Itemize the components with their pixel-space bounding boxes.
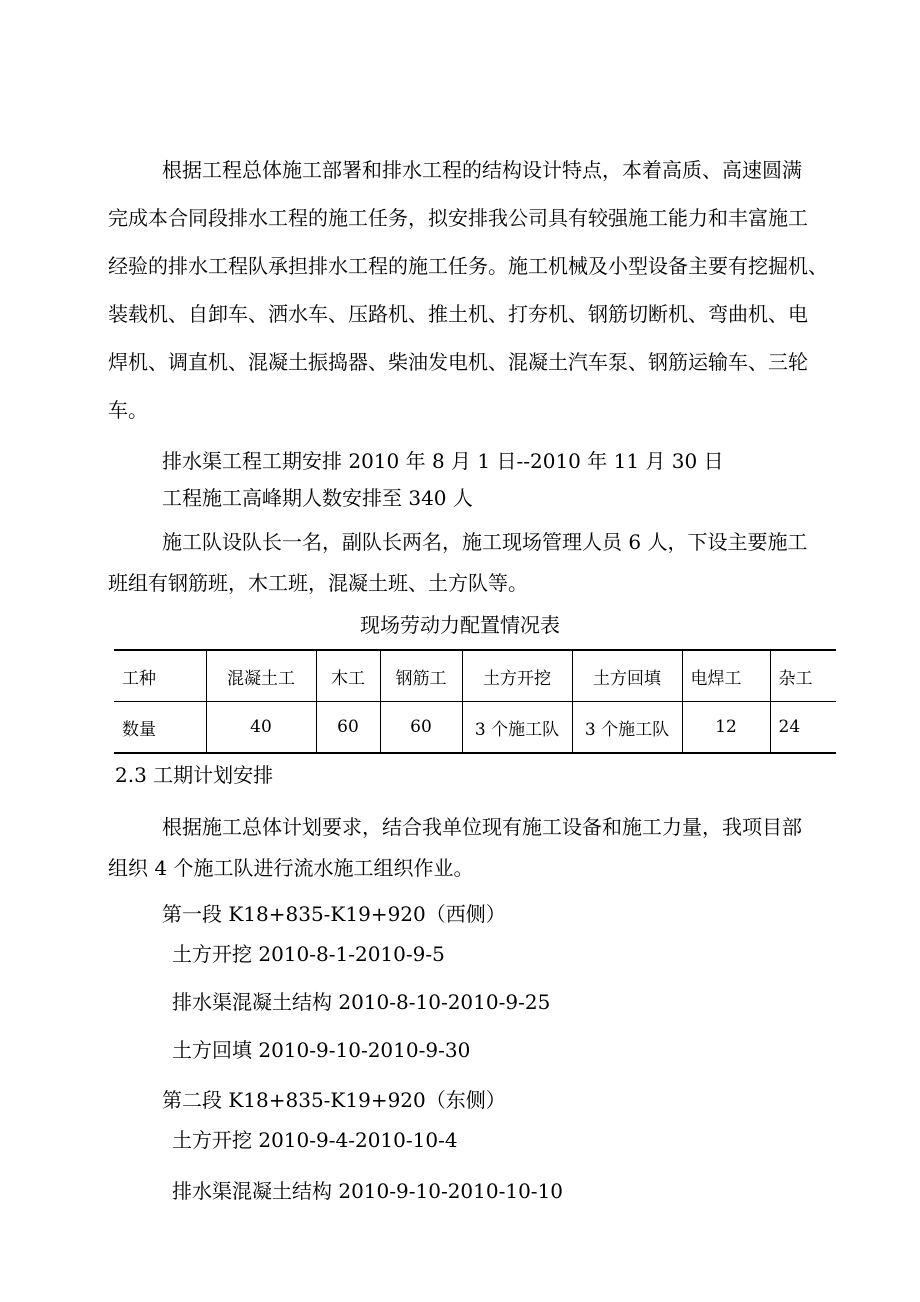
intro-line-2: 完成本合同段排水工程的施工任务，拟安排我公司具有较强施工能力和丰富施工	[108, 206, 808, 230]
segment1-title: 第一段 K18+835-K19+920（西侧）	[162, 902, 506, 926]
peak-line: 工程施工高峰期人数安排至 340 人	[162, 486, 473, 510]
intro-line-4: 装载机、自卸车、洒水车、压路机、推土机、打夯机、钢筋切断机、弯曲机、电	[108, 302, 808, 326]
intro-line-1: 根据工程总体施工部署和排水工程的结构设计特点，本着高质、高速圆满	[162, 158, 802, 182]
row-cell: 数量	[114, 702, 206, 754]
section-heading: 2.3 工期计划安排	[115, 763, 274, 787]
row-cell: 3 个施工队	[462, 702, 572, 754]
header-cell: 杂工	[778, 668, 813, 689]
section-line-2: 组织 4 个施工队进行流水施工组织作业。	[108, 856, 474, 880]
team-line-2: 班组有钢筋班，木工班，混凝土班、土方队等。	[108, 571, 528, 595]
row-cell: 3 个施工队	[572, 702, 682, 754]
header-cell: 土方回填	[572, 650, 682, 702]
table-header-row	[114, 650, 836, 702]
intro-line-3: 经验的排水工程队承担排水工程的施工任务。施工机械及小型设备主要有挖掘机、	[108, 254, 828, 278]
table-title: 现场劳动力配置情况表	[360, 613, 560, 637]
team-line-1: 施工队设队长一名，副队长两名，施工现场管理人员 6 人，下设主要施工	[162, 530, 808, 554]
header-cell: 工种	[114, 650, 206, 702]
row-cell: 24	[770, 702, 836, 754]
segment1-item: 土方回填 2010-9-10-2010-9-30	[172, 1038, 471, 1062]
schedule-line: 排水渠工程工期安排 2010 年 8 月 1 日--2010 年 11 月 30 日	[162, 449, 724, 473]
segment2-item: 土方开挖 2010-9-4-2010-10-4	[172, 1128, 458, 1152]
intro-line-6: 车。	[108, 398, 148, 422]
header-cell: 木工	[316, 650, 380, 702]
header-cell: 土方开挖	[462, 650, 572, 702]
row-cell: 12	[682, 702, 770, 754]
section-line-1: 根据施工总体计划要求，结合我单位现有施工设备和施工力量，我项目部	[162, 815, 802, 839]
segment2-title: 第二段 K18+835-K19+920（东侧）	[162, 1088, 506, 1112]
segment2-item: 排水渠混凝土结构 2010-9-10-2010-10-10	[172, 1179, 564, 1203]
segment1-item: 土方开挖 2010-8-1-2010-9-5	[172, 942, 445, 966]
intro-line-5: 焊机、调直机、混凝土振捣器、柴油发电机、混凝土汽车泵、钢筋运输车、三轮	[108, 350, 808, 374]
row-cell: 60	[316, 702, 380, 754]
header-cell: 钢筋工	[380, 650, 462, 702]
segment1-item: 排水渠混凝土结构 2010-8-10-2010-9-25	[172, 990, 551, 1014]
header-cell: 电焊工	[682, 650, 770, 702]
row-cell: 60	[380, 702, 462, 754]
labor-table	[114, 649, 836, 754]
table-row	[114, 702, 836, 754]
header-cell: 混凝土工	[206, 650, 316, 702]
row-cell: 40	[206, 702, 316, 754]
